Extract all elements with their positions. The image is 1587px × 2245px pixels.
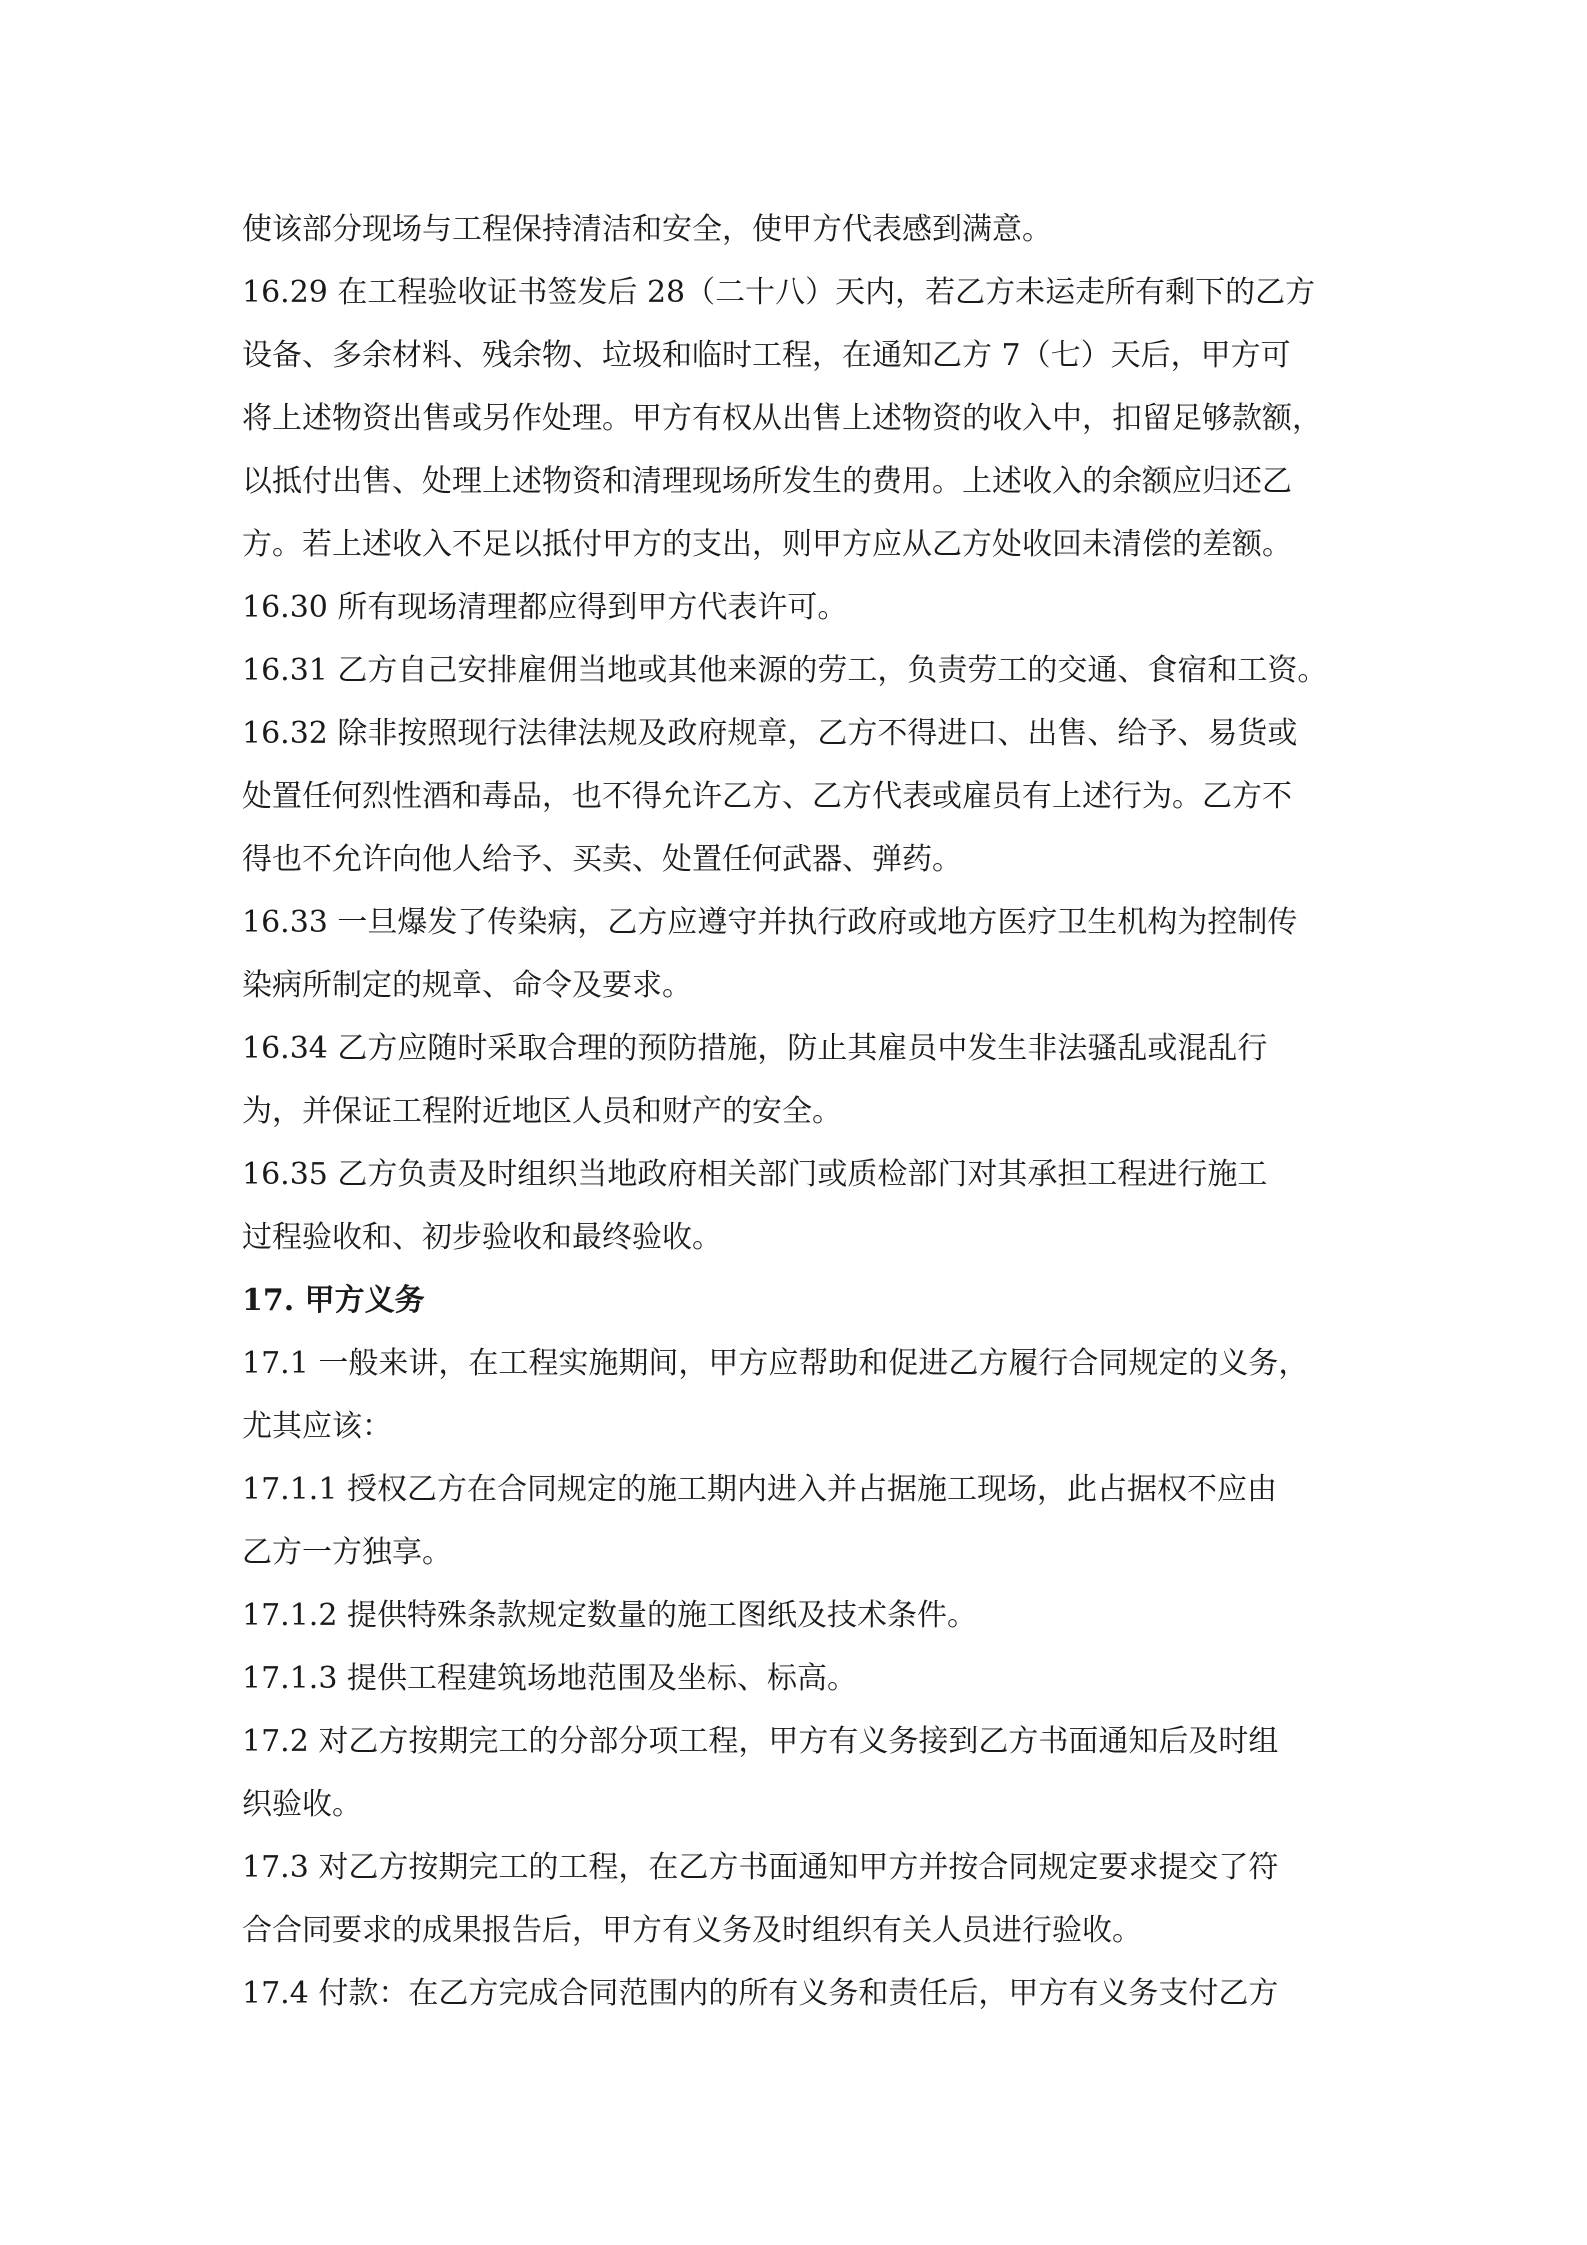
paragraph-line: 使该部分现场与工程保持清洁和安全，使甲方代表感到满意。 <box>242 212 1052 247</box>
clause-17-1-1-line: 17.1.1 授权乙方在合同规定的施工期内进入并占据施工现场，此占据权不应由 <box>242 1472 1277 1507</box>
paragraph-line: 织验收。 <box>242 1787 362 1822</box>
clause-17-3-line: 17.3 对乙方按期完工的工程，在乙方书面通知甲方并按合同规定要求提交了符 <box>242 1850 1279 1885</box>
paragraph-line: 以抵付出售、处理上述物资和清理现场所发生的费用。上述收入的余额应归还乙 <box>242 464 1292 499</box>
clause-17-1-3-line: 17.1.3 提供工程建筑场地范围及坐标、标高。 <box>242 1661 857 1696</box>
clause-17-4-line: 17.4 付款：在乙方完成合同范围内的所有义务和责任后，甲方有义务支付乙方 <box>242 1976 1279 2011</box>
paragraph-line: 过程验收和、初步验收和最终验收。 <box>242 1220 722 1255</box>
clause-16-35-line: 16.35 乙方负责及时组织当地政府相关部门或质检部门对其承担工程进行施工 <box>242 1157 1268 1192</box>
clause-17-1-line: 17.1 一般来讲，在工程实施期间，甲方应帮助和促进乙方履行合同规定的义务， <box>242 1346 1309 1381</box>
clause-17-1-2-line: 17.1.2 提供特殊条款规定数量的施工图纸及技术条件。 <box>242 1598 977 1633</box>
clause-16-29-line: 16.29 在工程验收证书签发后 28（二十八）天内，若乙方未运走所有剩下的乙方 <box>242 275 1316 310</box>
document-body <box>242 198 1352 2025</box>
paragraph-line: 乙方一方独享。 <box>242 1535 452 1570</box>
paragraph-line: 得也不允许向他人给予、买卖、处置任何武器、弹药。 <box>242 842 962 877</box>
paragraph-line: 方。若上述收入不足以抵付甲方的支出，则甲方应从乙方处收回未清偿的差额。 <box>242 527 1292 562</box>
clause-16-31-line: 16.31 乙方自己安排雇佣当地或其他来源的劳工，负责劳工的交通、食宿和工资。 <box>242 653 1328 688</box>
clause-16-33-line: 16.33 一旦爆发了传染病，乙方应遵守并执行政府或地方医疗卫生机构为控制传 <box>242 905 1298 940</box>
clause-16-34-line: 16.34 乙方应随时采取合理的预防措施，防止其雇员中发生非法骚乱或混乱行 <box>242 1031 1268 1066</box>
paragraph-line: 为，并保证工程附近地区人员和财产的安全。 <box>242 1094 842 1129</box>
paragraph-line: 尤其应该： <box>242 1409 392 1444</box>
paragraph-line: 将上述物资出售或另作处理。甲方有权从出售上述物资的收入中，扣留足够款额， <box>242 401 1322 436</box>
section-17-heading: 17. 甲方义务 <box>242 1283 425 1318</box>
paragraph-line: 染病所制定的规章、命令及要求。 <box>242 968 692 1003</box>
paragraph-line: 设备、多余材料、残余物、垃圾和临时工程，在通知乙方 7（七）天后，甲方可 <box>242 338 1291 373</box>
clause-17-2-line: 17.2 对乙方按期完工的分部分项工程，甲方有义务接到乙方书面通知后及时组 <box>242 1724 1279 1759</box>
clause-16-32-line: 16.32 除非按照现行法律法规及政府规章，乙方不得进口、出售、给予、易货或 <box>242 716 1298 751</box>
clause-16-30-line: 16.30 所有现场清理都应得到甲方代表许可。 <box>242 590 848 625</box>
paragraph-line: 处置任何烈性酒和毒品，也不得允许乙方、乙方代表或雇员有上述行为。乙方不 <box>242 779 1292 814</box>
paragraph-line: 合合同要求的成果报告后，甲方有义务及时组织有关人员进行验收。 <box>242 1913 1142 1948</box>
